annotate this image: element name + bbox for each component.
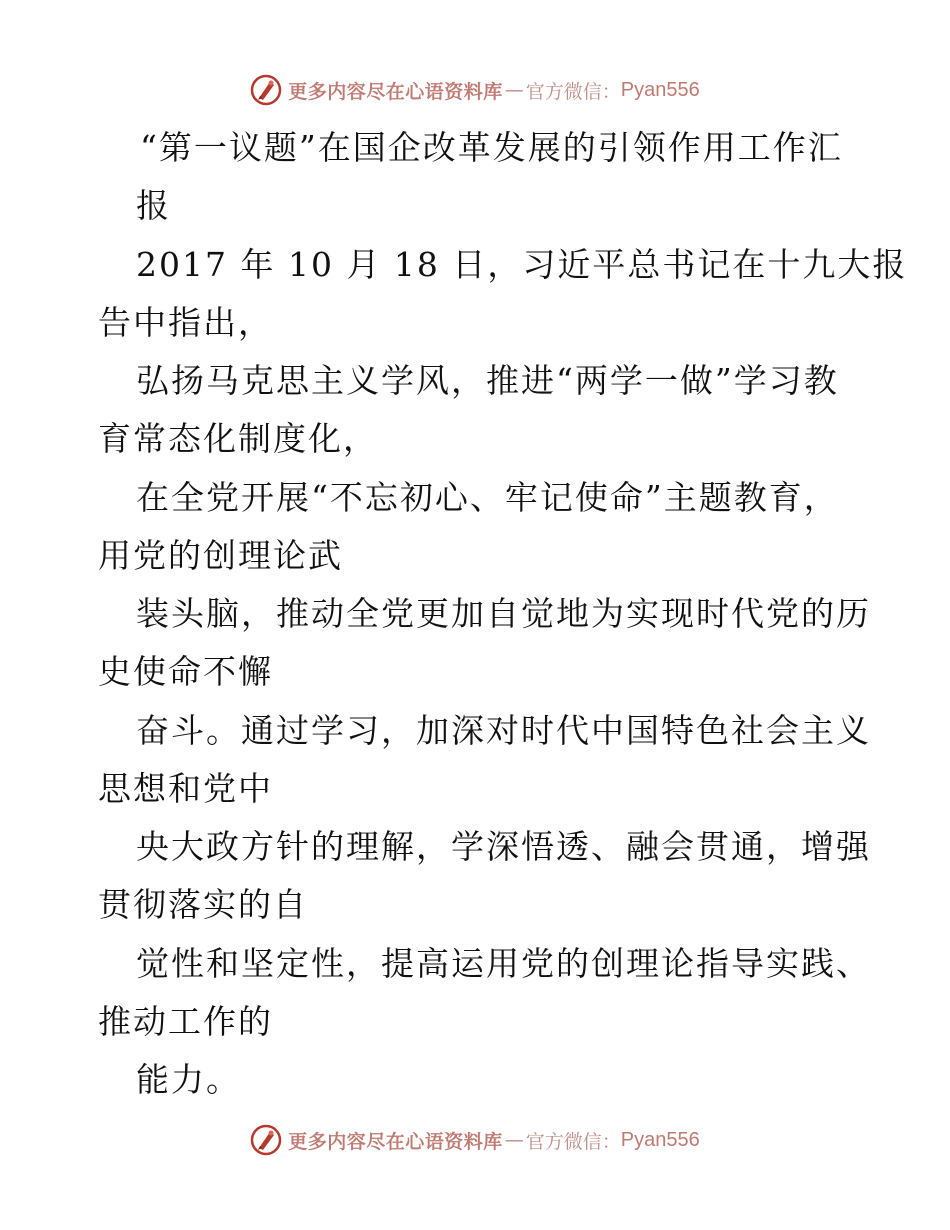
banner-wechat-id: Pyan556 <box>620 78 700 101</box>
quill-in-circle-icon <box>250 74 282 106</box>
body-line: 弘扬马克思主义学风，推进“两学一做”学习教 <box>136 361 839 400</box>
body-line: 2017 年 10 月 18 日，习近平总书记在十九大报 <box>136 245 908 284</box>
document-title-line-2: 报 <box>136 186 171 225</box>
body-line: 育常态化制度化， <box>98 419 378 458</box>
body-line: 奋斗。通过学习，加深对时代中国特色社会主义 <box>136 711 871 750</box>
body-line: 思想和党中 <box>98 769 273 808</box>
body-line: 在全党开展“不忘初心、牢记使命”主题教育， <box>136 478 839 517</box>
footer-banner <box>0 1118 950 1162</box>
banner-main-text: 更多内容尽在心语资料库 <box>288 1130 503 1153</box>
body-line: 推动工作的 <box>98 1002 273 1041</box>
body-line: 能力。 <box>136 1060 241 1099</box>
banner-separator: — <box>504 79 524 101</box>
banner-separator: — <box>504 1129 524 1151</box>
body-line: 觉性和坚定性，提高运用党的创理论指导实践、 <box>136 944 871 983</box>
banner-main-text: 更多内容尽在心语资料库 <box>288 80 503 103</box>
body-line: 央大政方针的理解，学深悟透、融会贯通，增强 <box>136 827 871 866</box>
body-line: 贯彻落实的自 <box>98 885 308 924</box>
body-line: 装头脑，推动全党更加自觉地为实现时代党的历 <box>136 594 871 633</box>
banner-wechat-label: 官方微信： <box>525 1130 621 1153</box>
header-banner <box>0 68 950 112</box>
body-line: 告中指出， <box>98 303 273 342</box>
banner-wechat-id: Pyan556 <box>620 1128 700 1151</box>
document-title-line-1: “第一议题”在国企改革发展的引领作用工作汇 <box>140 128 843 167</box>
banner-wechat-label: 官方微信： <box>525 80 621 103</box>
body-line: 史使命不懈 <box>98 652 273 691</box>
body-line: 用党的创理论武 <box>98 536 343 575</box>
quill-in-circle-icon <box>250 1124 282 1156</box>
